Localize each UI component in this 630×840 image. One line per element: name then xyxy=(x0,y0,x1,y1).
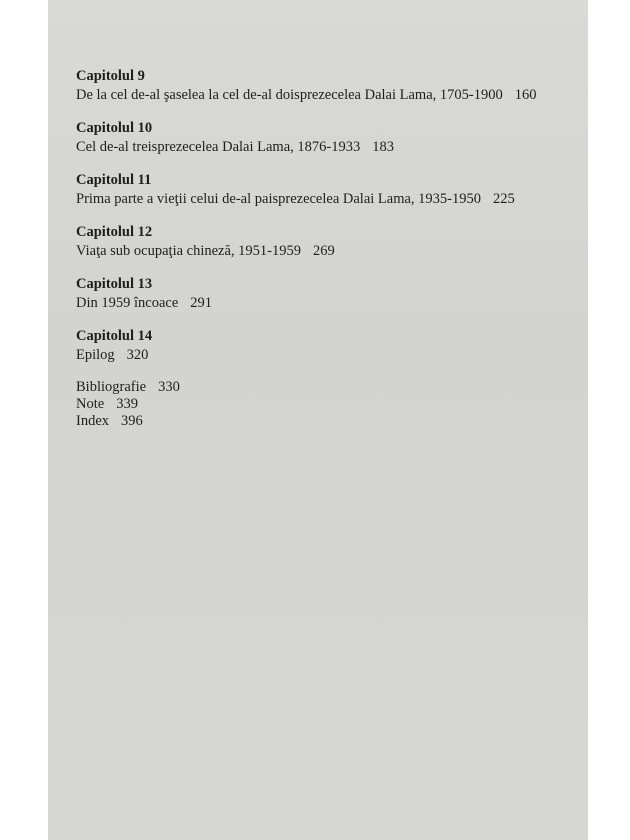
chapter-title: Viaţa sub ocupaţia chineză, 1951-1959 xyxy=(76,243,302,259)
chapter-line xyxy=(76,138,576,157)
page-number: 291 xyxy=(190,295,213,311)
page-number: 225 xyxy=(493,191,515,207)
toc-entry-chapter-12 xyxy=(76,223,576,261)
chapter-line xyxy=(76,294,576,313)
toc-entry-chapter-13 xyxy=(76,275,576,313)
entry-title: Bibliografie xyxy=(76,379,147,395)
chapter-title: Epilog xyxy=(76,347,115,363)
chapter-label: Capitolul 10 xyxy=(76,120,153,136)
page-number: 160 xyxy=(514,87,537,103)
chapter-title: Cel de-al treisprezecelea Dalai Lama, 1876-1933 xyxy=(76,139,361,155)
chapter-title: Prima parte a vieţii celui de-al paisprezecelea Dalai Lama, 1935-1950 xyxy=(76,191,482,207)
toc-entry-bibliografie xyxy=(76,379,576,396)
page-number: 183 xyxy=(372,139,394,155)
chapter-line xyxy=(76,242,576,261)
chapter-title: Din 1959 încoace xyxy=(76,295,179,311)
page-number: 320 xyxy=(126,347,149,363)
back-matter xyxy=(76,379,576,430)
table-of-contents xyxy=(76,67,576,430)
toc-entry-chapter-14 xyxy=(76,327,576,365)
chapter-line xyxy=(76,86,576,105)
entry-title: Index xyxy=(76,413,110,429)
chapter-label: Capitolul 11 xyxy=(76,172,152,188)
chapter-label: Capitolul 14 xyxy=(76,328,153,344)
toc-entry-chapter-11 xyxy=(76,171,576,209)
page-number: 339 xyxy=(116,396,138,412)
toc-entry-note xyxy=(76,396,576,413)
toc-entry-index xyxy=(76,413,576,430)
toc-entry-chapter-10 xyxy=(76,119,576,157)
entry-title: Note xyxy=(76,396,105,412)
book-page xyxy=(48,0,588,840)
toc-entry-chapter-9 xyxy=(76,67,576,105)
page-number: 396 xyxy=(121,413,143,429)
chapter-label: Capitolul 12 xyxy=(76,224,153,240)
chapter-label: Capitolul 9 xyxy=(76,68,145,84)
page-number: 269 xyxy=(313,243,335,259)
chapter-line xyxy=(76,346,576,365)
chapter-label: Capitolul 13 xyxy=(76,276,153,292)
page-number: 330 xyxy=(158,379,180,395)
chapter-line xyxy=(76,190,576,209)
chapter-title: De la cel de-al şaselea la cel de-al doisprezecelea Dalai Lama, 1705-1900 xyxy=(76,87,503,103)
